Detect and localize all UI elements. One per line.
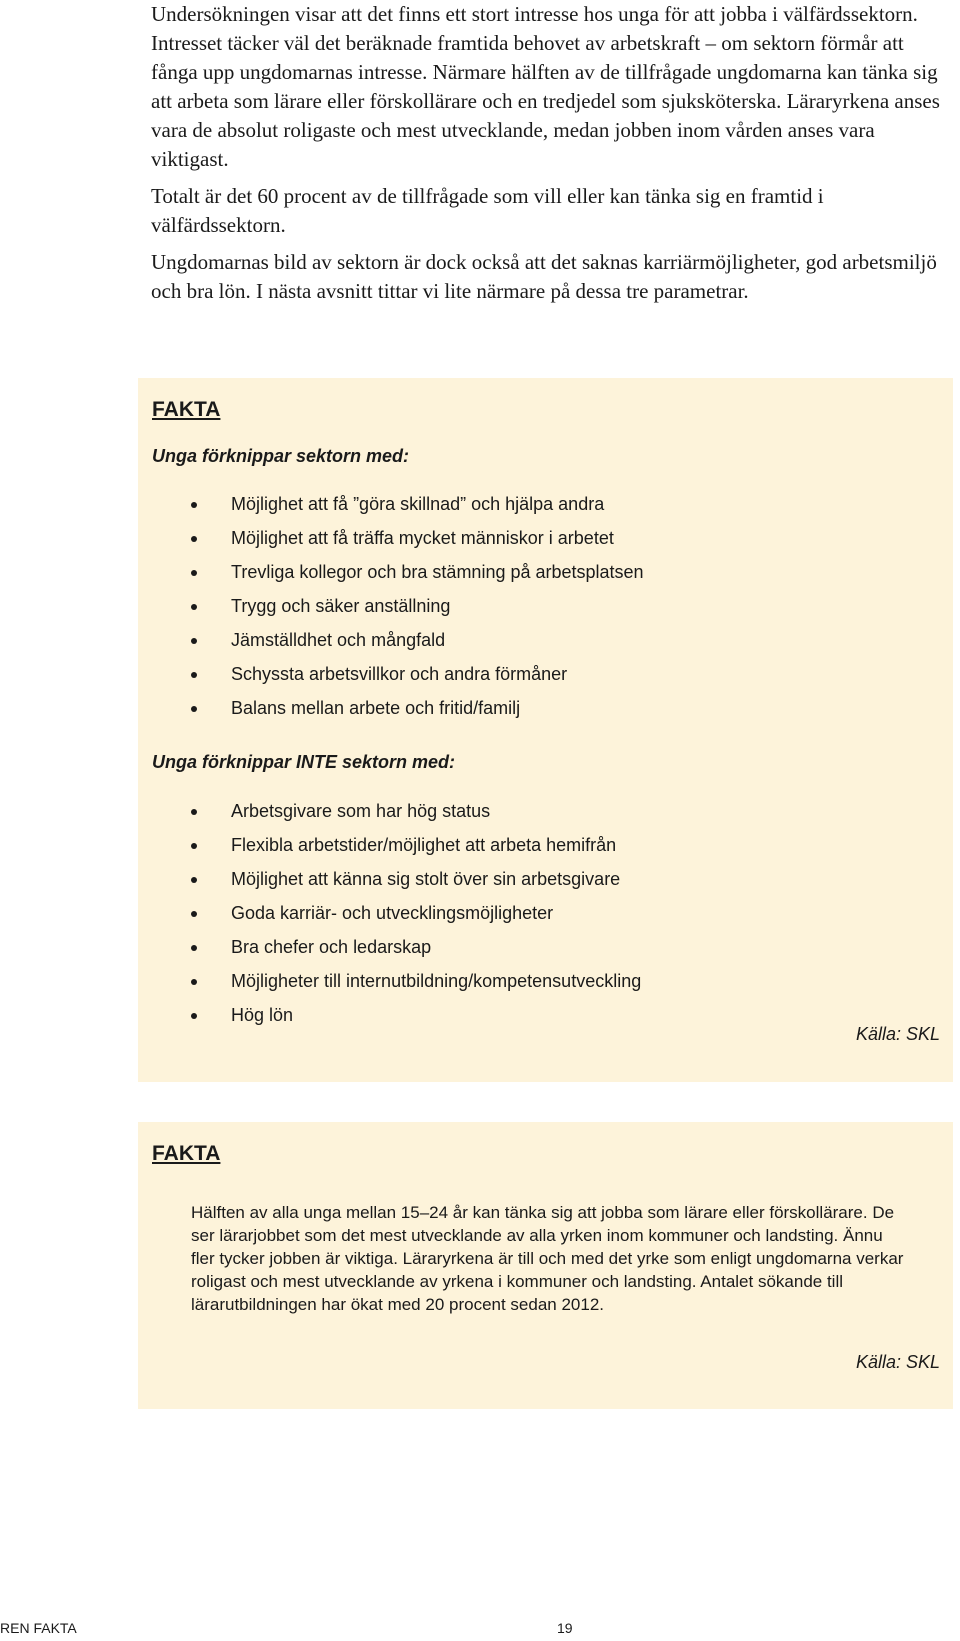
not-associated-heading: Unga förknippar INTE sektorn med: xyxy=(152,752,456,772)
list-item: Arbetsgivare som har hög status xyxy=(152,800,641,834)
list-item: Balans mellan arbete och fritid/familj xyxy=(152,697,644,731)
list-item: Bra chefer och ledarskap xyxy=(152,936,641,970)
intro-paragraph-1: Undersökningen visar att det finns ett stort intresse hos unga för att jobba i välfärdssektorn. Intresset täcker väl det beräknade framtida behovet av arbetskraft – om sektorn förmår att fånga upp ungdomarnas intresse. Närmare hälften av de tillfrågade ungdomarna kan tänka sig att arbeta som lärare eller förskollärare och en tredjedel som sjuksköterska. Läraryrkena anses vara de absolut roligaste och mest utvecklande, medan jobben inom vården anses vara viktigast. xyxy=(151,2,940,171)
fakta-title: FAKTA xyxy=(152,1142,221,1165)
intro-paragraph-3: Ungdomarnas bild av sektorn är dock också att det saknas karriärmöjligheter, god arbetsmiljö och bra lön. I nästa avsnitt tittar vi lite närmare på dessa tre parametrar. xyxy=(151,250,937,303)
list-item: Möjligheter till internutbildning/kompetensutveckling xyxy=(152,970,641,1004)
intro-paragraph-2: Totalt är det 60 procent av de tillfrågade som vill eller kan tänka sig en framtid i välfärdssektorn. xyxy=(151,184,824,237)
list-item: Möjlighet att få träffa mycket människor i arbetet xyxy=(152,527,644,561)
fakta-box-teachers xyxy=(138,1122,953,1409)
list-item: Möjlighet att känna sig stolt över sin arbetsgivare xyxy=(152,868,641,902)
fakta-box-associations xyxy=(138,378,953,1082)
list-item: Trevliga kollegor och bra stämning på arbetsplatsen xyxy=(152,561,644,595)
not-associated-list xyxy=(152,800,641,1038)
list-item: Goda karriär- och utvecklingsmöjligheter xyxy=(152,902,641,936)
associated-heading: Unga förknippar sektorn med: xyxy=(152,446,410,466)
source-label: Källa: SKL xyxy=(855,1024,940,1044)
list-item: Trygg och säker anställning xyxy=(152,595,644,629)
list-item: Schyssta arbetsvillkor och andra förmåner xyxy=(152,663,644,697)
associated-list xyxy=(152,493,644,731)
list-item: Flexibla arbetstider/möjlighet att arbeta hemifrån xyxy=(152,834,641,868)
fakta-text: Hälften av alla unga mellan 15–24 år kan tänka sig att jobba som lärare eller förskollärare. De ser lärarjobbet som det mest utvecklande av alla yrken inom kommuner och landsting. Ännu fler tycker jobben är viktiga. Läraryrkena är till och med det yrke som enligt ungdomarna verkar roligast och mest utvecklande av yrkena i kommuner och landsting. Antalet sökande till lärarutbildningen har ökat med 20 procent sedan 2012. xyxy=(191,1203,904,1314)
intro-text xyxy=(151,0,951,314)
footer-publication: REN FAKTA xyxy=(0,1620,77,1636)
fakta-title: FAKTA xyxy=(152,398,221,421)
list-item: Möjlighet att få ”göra skillnad” och hjälpa andra xyxy=(152,493,644,527)
list-item: Jämställdhet och mångfald xyxy=(152,629,644,663)
source-label: Källa: SKL xyxy=(855,1352,940,1372)
page-number: 19 xyxy=(557,1620,573,1636)
list-item: Hög lön xyxy=(152,1004,641,1038)
